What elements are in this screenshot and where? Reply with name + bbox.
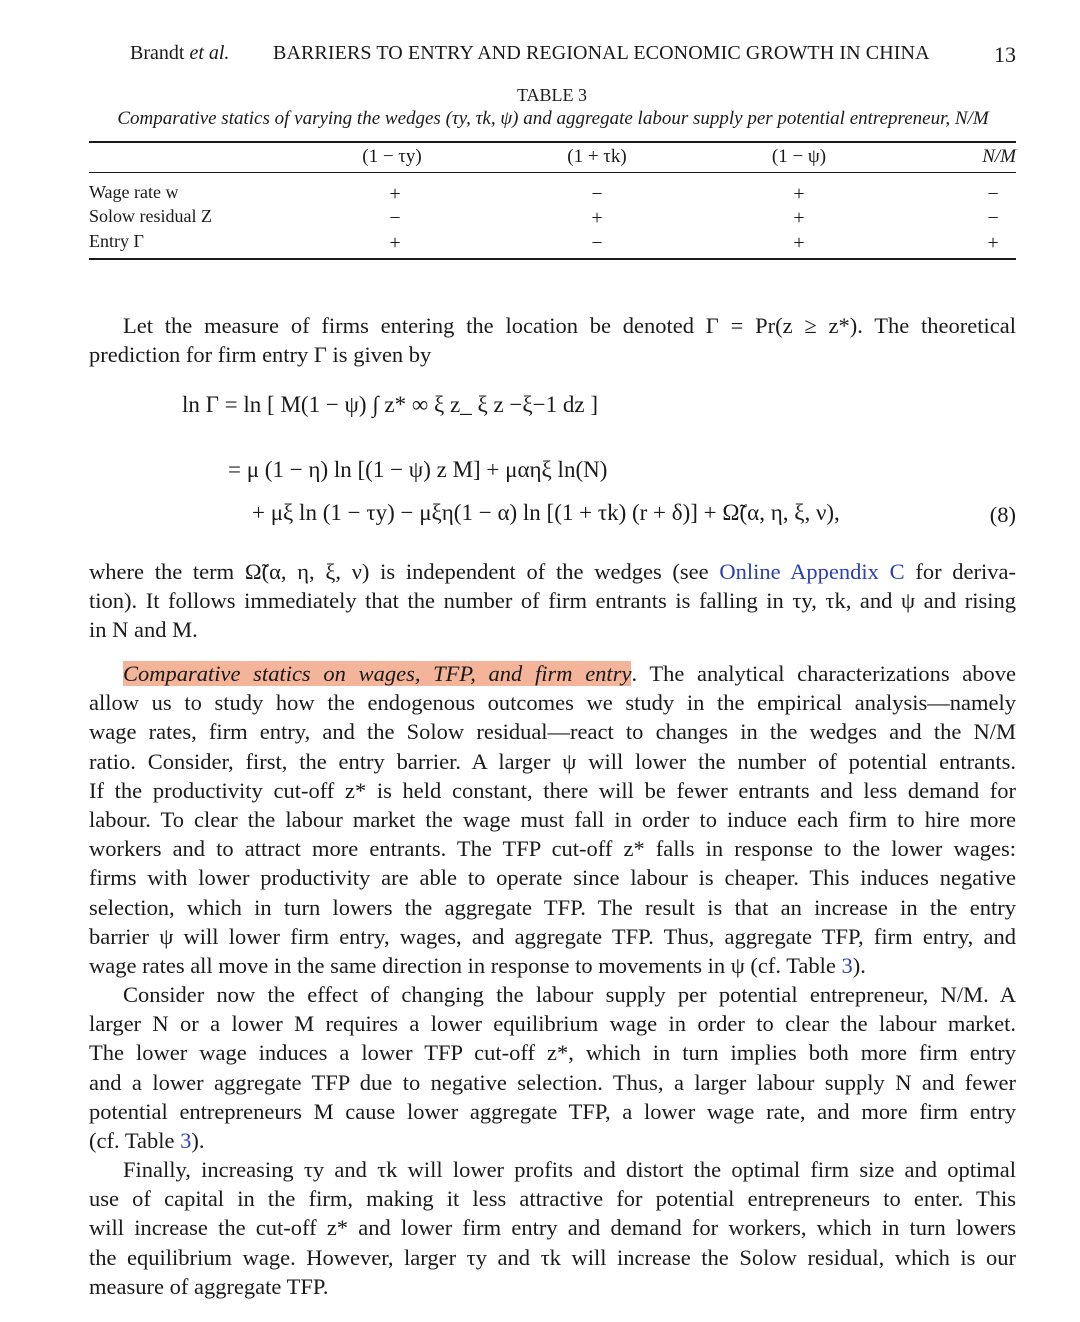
table-cell: + bbox=[793, 183, 805, 205]
table-cell: − bbox=[987, 183, 999, 205]
table-row-label: Wage rate w bbox=[89, 182, 179, 202]
equation-line-3: + μξ ln (1 − τy) − μξη(1 − α) ln [(1 + τk) (r + δ)] + Ω̃(α, η, ξ, ν), bbox=[252, 500, 840, 525]
table-row-label: Solow residual Z bbox=[89, 206, 212, 226]
table-cell: − bbox=[987, 207, 999, 229]
paragraph-entry-measure: Let the measure of firms entering the location be denoted Γ = Pr(z ≥ z*). The theoretical prediction for firm entry Γ is given by bbox=[89, 313, 1016, 368]
table-col-header: N/M bbox=[982, 146, 1016, 167]
table-top-rule bbox=[89, 141, 1016, 143]
table-cell: − bbox=[591, 183, 603, 205]
paragraph-wedges: Finally, increasing τy and τk will lower profits and distort the optimal firm size and optimal use of capital in the firm, making it less attractive for potential entrepreneurs to enter. This will increase the cut-off z* and lower firm entry and demand for workers, which in turn lowers the equilibrium wage. However, larger τy and τk will increase the Solow residual, which is our measure of aggregate TFP. bbox=[89, 1157, 1016, 1299]
equation-line-2: = μ (1 − η) ln [(1 − ψ) z M] + μαηξ ln(N) bbox=[228, 457, 608, 482]
table-row-label: Entry Γ bbox=[89, 231, 144, 251]
table-cell: + bbox=[389, 232, 401, 254]
table-cell: + bbox=[793, 207, 805, 229]
table-col-header: (1 − ψ) bbox=[771, 146, 827, 167]
table-label: TABLE 3 bbox=[516, 85, 588, 105]
paragraph-entry-implication: where the term Ω̃(α, η, ξ, ν) is independent of the wedges (see Online Appendix C for deriva- tion). It follows immediately that the number of firm entrants is falling in τy, τk, and ψ and rising in N and M. bbox=[89, 559, 1016, 643]
page-number: 13 bbox=[994, 42, 1016, 67]
running-header-authors: Brandt et al. bbox=[130, 42, 230, 64]
paragraph-labour-supply: Consider now the effect of changing the labour supply per potential entrepreneur, N/M. A larger N or a lower M requires a lower equilibrium wage in order to clear the labour market. The lower wage induces a lower TFP cut-off z*, which in turn implies both more firm entry and a lower aggregate TFP due to negative selection. Thus, a larger labour supply N and fewer potential entrepreneurs M cause lower aggregate TFP, a lower wage rate, and more firm entry (cf. Table 3). bbox=[89, 982, 1016, 1154]
equation-number: (8) bbox=[989, 502, 1016, 527]
table-3-link[interactable]: 3 bbox=[180, 1128, 192, 1154]
table-header-rule bbox=[89, 172, 1016, 173]
table-3-link[interactable]: 3 bbox=[841, 953, 853, 979]
table-col-header: (1 + τk) bbox=[567, 146, 627, 167]
table-cell: + bbox=[987, 232, 999, 254]
table-cell: − bbox=[389, 207, 401, 229]
table-cell: + bbox=[793, 232, 805, 254]
paragraph-comparative-statics: Comparative statics on wages, TFP, and firm entry. The analytical characterizations above allow us to study how the endogenous outcomes we study in the empirical analysis—namely wage rates, firm entry, and the Solow residual—react to changes in the wedges and the N/M ratio. Consider, first, the entry barrier. A larger ψ will lower the number of potential entrants. If the productivity cut-off z* is held constant, there will be fewer entrants and less demand for labour. To clear the labour market the wage must fall in order to induce each firm to hire more workers and to attract more entrants. The TFP cut-off z* falls in response to the lower wages: firms with lower productivity are able to operate since labour is cheaper. This induces negative selection, which in turn lowers the aggregate TFP. The result is that an increase in the entry barrier ψ will lower firm entry, wages, and aggregate TFP. Thus, aggregate TFP, firm entry, and wage rates all move in the same direction in response to movements in ψ (cf. Table 3). bbox=[89, 661, 1016, 979]
table-bottom-rule bbox=[89, 258, 1016, 260]
table-cell: + bbox=[591, 207, 603, 229]
table-cell: − bbox=[591, 232, 603, 254]
table-caption: Comparative statics of varying the wedges (τy, τk, ψ) and aggregate labour supply per potential entrepreneur, N/M bbox=[117, 108, 989, 129]
running-header bbox=[130, 42, 1016, 68]
table-cell: + bbox=[389, 183, 401, 205]
highlighted-heading: Comparative statics on wages, TFP, and firm entry bbox=[123, 661, 632, 686]
table-col-header: (1 − τy) bbox=[362, 146, 422, 167]
equation-line-1: ln Γ = ln [ M(1 − ψ) ∫ z* ∞ ξ z_ ξ z −ξ−1 dz ] bbox=[182, 392, 598, 417]
online-appendix-link[interactable]: Online Appendix C bbox=[719, 559, 905, 584]
running-header-title: BARRIERS TO ENTRY AND REGIONAL ECONOMIC GROWTH IN CHINA bbox=[273, 42, 930, 64]
